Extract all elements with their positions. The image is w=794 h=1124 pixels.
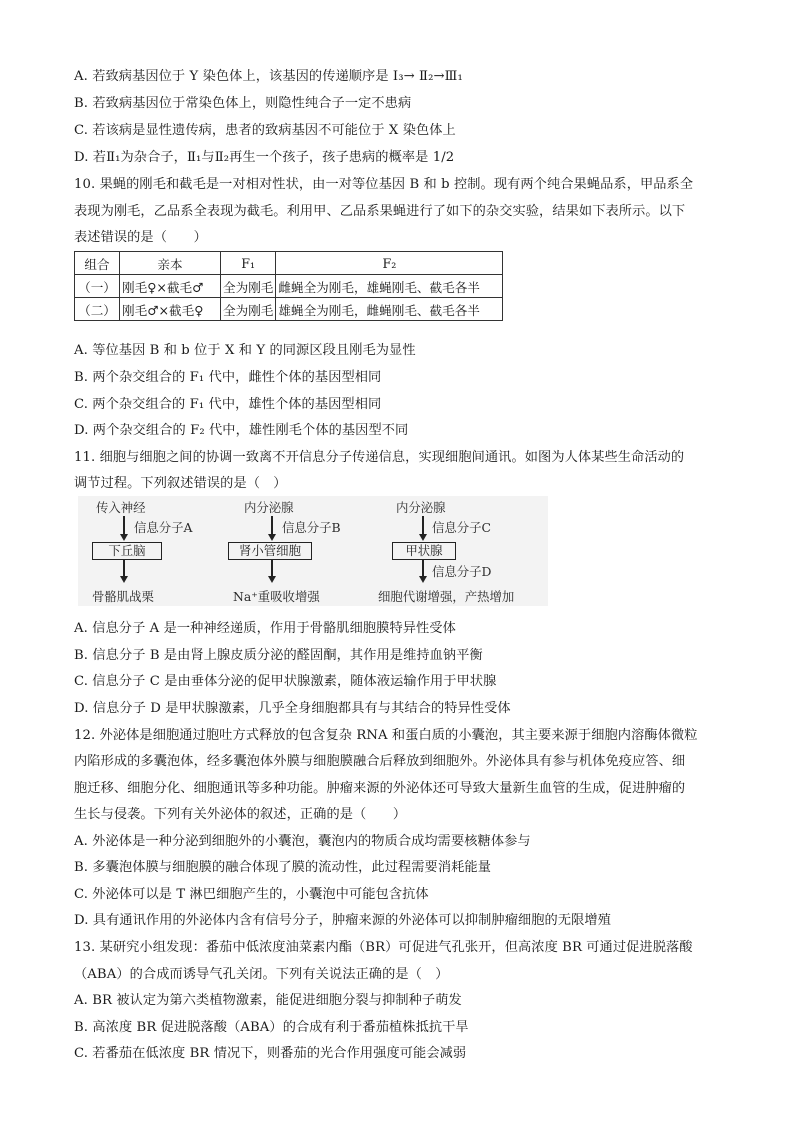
arrow-down-icon — [419, 576, 427, 583]
cross-results-table — [74, 251, 503, 321]
q10-stem-line1: 10. 果蝇的刚毛和截毛是一对相对性状，由一对等位基因 B 和 b 控制。现有两个纯合果蝇品系，甲品系全 — [74, 177, 694, 192]
table-cell: （二） — [75, 298, 120, 321]
q13-option-b: B. 高浓度 BR 促进脱落酸（ABA）的合成有利于番茄植株抵抗干旱 — [74, 1020, 469, 1035]
q12-option-d: D. 具有通讯作用的外泌体内含有信号分子，肿瘤来源的外泌体可以抑制肿瘤细胞的无限增殖 — [74, 913, 611, 928]
table-cell: 刚毛♀×截毛♂ — [120, 275, 221, 298]
arrow-down-icon — [268, 576, 276, 583]
q11-option-d: D. 信息分子 D 是甲状腺激素，几乎全身细胞都具有与其结合的特异性受体 — [74, 701, 511, 716]
q11-option-b: B. 信息分子 B 是由肾上腺皮质分泌的醛固酮，其作用是维持血钠平衡 — [74, 648, 483, 663]
q9-option-c: C. 若该病是显性遗传病，患者的致病基因不可能位于 X 染色体上 — [74, 123, 456, 138]
diagram-target-box: 甲状腺 — [392, 542, 456, 560]
q13-stem-line1: 13. 某研究小组发现：番茄中低浓度油菜素内酯（BR）可促进气孔张开，但高浓度 BR 可通过促进脱落酸 — [74, 940, 693, 955]
diagram-connector — [271, 516, 273, 536]
arrow-down-icon — [268, 534, 276, 541]
table-cell: （一） — [75, 275, 120, 298]
diagram-signal-label: 信息分子A — [134, 520, 193, 535]
table-header: F₂ — [276, 252, 503, 275]
q11-stem-line1: 11. 细胞与细胞之间的协调一致离不开信息分子传递信息，实现细胞间通讯。如图为人体某些生命活动的 — [74, 450, 685, 465]
q13-option-c: C. 若番茄在低浓度 BR 情况下，则番茄的光合作用强度可能会减弱 — [74, 1046, 467, 1061]
table-row — [75, 275, 503, 298]
q12-stem-line4: 生长与侵袭。下列有关外泌体的叙述，正确的是（ ） — [74, 807, 407, 822]
table-row — [75, 298, 503, 321]
diagram-source-label: 内分泌腺 — [396, 500, 446, 515]
diagram-target-box: 下丘脑 — [92, 542, 162, 560]
regulation-diagram — [78, 496, 548, 606]
diagram-effect-label: Na⁺重吸收增强 — [233, 589, 320, 604]
diagram-signal-label: 信息分子C — [432, 520, 492, 535]
q12-stem-line3: 胞迁移、细胞分化、细胞通讯等多种功能。肿瘤来源的外泌体还可导致大量新生血管的生成，促进肿瘤的 — [74, 781, 686, 796]
q10-stem-line3: 表述错误的是（ ） — [74, 230, 207, 245]
diagram-connector — [422, 516, 424, 536]
q12-option-a: A. 外泌体是一种分泌到细胞外的小囊泡，囊泡内的物质合成均需要核糖体参与 — [74, 834, 531, 849]
q10-option-b: B. 两个杂交组合的 F₁ 代中，雌性个体的基因型相同 — [74, 370, 382, 385]
q9-option-a: A. 若致病基因位于 Y 染色体上，该基因的传递顺序是 I₃→ Ⅱ₂→Ⅲ₁ — [74, 69, 463, 84]
table-cell: 雄蝇全为刚毛，雌蝇刚毛、截毛各半 — [276, 298, 503, 321]
q10-stem-line2: 表现为刚毛，乙品系全表现为截毛。利用甲、乙品系果蝇进行了如下的杂交实验，结果如下表所示。以下 — [74, 204, 686, 219]
table-cell: 雌蝇全为刚毛，雄蝇刚毛、截毛各半 — [276, 275, 503, 298]
diagram-target-box: 肾小管细胞 — [228, 542, 312, 560]
diagram-source-label: 内分泌腺 — [244, 500, 294, 515]
q10-option-d: D. 两个杂交组合的 F₂ 代中，雄性刚毛个体的基因型不同 — [74, 423, 409, 438]
q12-option-c: C. 外泌体可以是 T 淋巴细胞产生的，小囊泡中可能包含抗体 — [74, 887, 429, 902]
diagram-signal-label: 信息分子B — [282, 520, 341, 535]
table-cell: 全为刚毛 — [221, 275, 276, 298]
q12-stem-line2: 内陷形成的多囊泡体，经多囊泡体外膜与细胞膜融合后释放到细胞外。外泌体具有参与机体免疫应答、细 — [74, 754, 686, 769]
q10-option-c: C. 两个杂交组合的 F₁ 代中，雄性个体的基因型相同 — [74, 397, 382, 412]
table-cell: 刚毛♂×截毛♀ — [120, 298, 221, 321]
diagram-source-label: 传入神经 — [96, 500, 146, 515]
arrow-down-icon — [419, 534, 427, 541]
q9-option-d: D. 若Ⅱ₁为杂合子，Ⅱ₁与Ⅱ₂再生一个孩子，孩子患病的概率是 1/2 — [74, 150, 455, 165]
q13-stem-line2: （ABA）的合成而诱导气孔关闭。下列有关说法正确的是（ ） — [74, 967, 449, 982]
table-header-row — [75, 252, 503, 275]
q12-option-b: B. 多囊泡体膜与细胞膜的融合体现了膜的流动性，此过程需要消耗能量 — [74, 860, 491, 875]
table-header: F₁ — [221, 252, 276, 275]
arrow-down-icon — [120, 576, 128, 583]
diagram-effect-label: 骨骼肌战栗 — [92, 589, 154, 604]
q9-option-b: B. 若致病基因位于常染色体上，则隐性纯合子一定不患病 — [74, 96, 412, 111]
table-header: 组合 — [75, 252, 120, 275]
diagram-effect-label: 细胞代谢增强，产热增加 — [378, 589, 515, 604]
arrow-down-icon — [120, 534, 128, 541]
q12-stem-line1: 12. 外泌体是细胞通过胞吐方式释放的包含复杂 RNA 和蛋白质的小囊泡，其主要来源于细胞内溶酶体微粒 — [74, 728, 698, 743]
table-cell: 全为刚毛 — [221, 298, 276, 321]
q11-option-a: A. 信息分子 A 是一种神经递质，作用于骨骼肌细胞膜特异性受体 — [74, 621, 456, 636]
diagram-connector — [123, 516, 125, 536]
q13-option-a: A. BR 被认定为第六类植物激素，能促进细胞分裂与抑制种子萌发 — [74, 993, 462, 1008]
table-header: 亲本 — [120, 252, 221, 275]
q11-option-c: C. 信息分子 C 是由垂体分泌的促甲状腺激素，随体液运输作用于甲状腺 — [74, 674, 497, 689]
q11-stem-line2: 调节过程。下列叙述错误的是（ ） — [74, 476, 287, 491]
diagram-signal-label: 信息分子D — [432, 564, 492, 579]
q10-option-a: A. 等位基因 B 和 b 位于 X 和 Y 的同源区段且刚毛为显性 — [74, 343, 416, 358]
